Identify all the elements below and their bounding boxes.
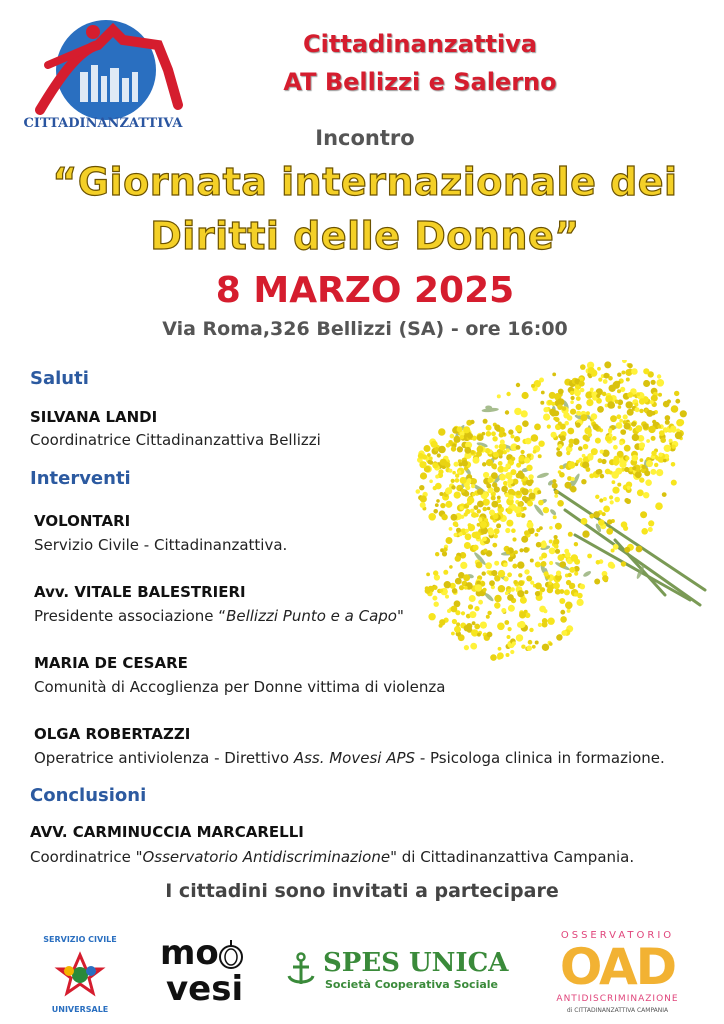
logo-wordmark: CITTADINANZATTIVA: [23, 116, 183, 131]
servizio-civile-top: SERVIZIO CIVILE: [43, 935, 117, 944]
speaker-role: Operatrice antiviolenza - Direttivo Ass. Movesi APS - Psicologa clinica in formazione.: [34, 749, 665, 767]
speaker-name: OLGA ROBERTAZZI: [34, 725, 191, 743]
movesi-logo: [160, 935, 250, 1015]
cittadinanzattiva-logo: [18, 10, 188, 135]
servizio-civile-bottom: UNIVERSALE: [51, 1005, 109, 1014]
mimosa-illustration: [415, 360, 720, 700]
speaker-role: Presidente associazione “Bellizzi Punto e a Capo": [34, 607, 404, 625]
invitation-text: I cittadini sono invitati a partecipare: [165, 880, 559, 902]
movesi-line1: mo: [160, 933, 219, 973]
org-name: Cittadinanzattiva: [303, 30, 537, 58]
speaker-role: Servizio Civile - Cittadinanzattiva.: [34, 536, 288, 554]
event-title-line1: “Giornata internazionale dei: [52, 160, 678, 204]
org-branch: AT Bellizzi e Salerno: [283, 68, 557, 96]
speaker-role: Coordinatrice Cittadinanzattiva Bellizzi: [30, 431, 321, 449]
event-title-line2: Diritti delle Donne”: [150, 214, 580, 258]
speaker-name: SILVANA LANDI: [30, 408, 158, 426]
spes-unica-logo: [285, 948, 515, 998]
oad-letters: OAD: [559, 938, 676, 996]
oad-bottom: ANTIDISCRIMINAZIONE: [556, 994, 679, 1004]
anchor-icon: [285, 952, 317, 988]
section-heading-interventi: Interventi: [30, 468, 131, 489]
onion-icon: [218, 939, 244, 969]
speaker-role: Comunità di Accoglienza per Donne vittima di violenza: [34, 678, 446, 696]
speaker-name: VOLONTARI: [34, 512, 131, 530]
oad-footer: di CITTADINANZATTIVA CAMPANIA: [566, 1007, 669, 1014]
oad-top: OSSERVATORIO: [560, 930, 675, 941]
movesi-line2: vesi: [166, 969, 244, 1009]
event-date: 8 MARZO 2025: [215, 270, 515, 311]
section-heading-conclusioni: Conclusioni: [30, 785, 147, 806]
section-heading-saluti: Saluti: [30, 368, 89, 389]
speaker-role: Coordinatrice "Osservatorio Antidiscriminazione" di Cittadinanzattiva Campania.: [30, 848, 635, 866]
speaker-name: MARIA DE CESARE: [34, 654, 188, 672]
oad-logo: [540, 930, 695, 1018]
spes-unica-title: SPES UNICA: [323, 948, 509, 978]
speaker-name: AVV. CARMINUCCIA MARCARELLI: [30, 823, 304, 841]
servizio-civile-logo: [35, 935, 125, 1015]
speaker-name: Avv. VITALE BALESTRIERI: [34, 583, 246, 601]
event-kind: Incontro: [315, 126, 415, 150]
spes-unica-subtitle: Società Cooperativa Sociale: [325, 978, 498, 991]
event-place: Via Roma,326 Bellizzi (SA) - ore 16:00: [162, 318, 568, 340]
